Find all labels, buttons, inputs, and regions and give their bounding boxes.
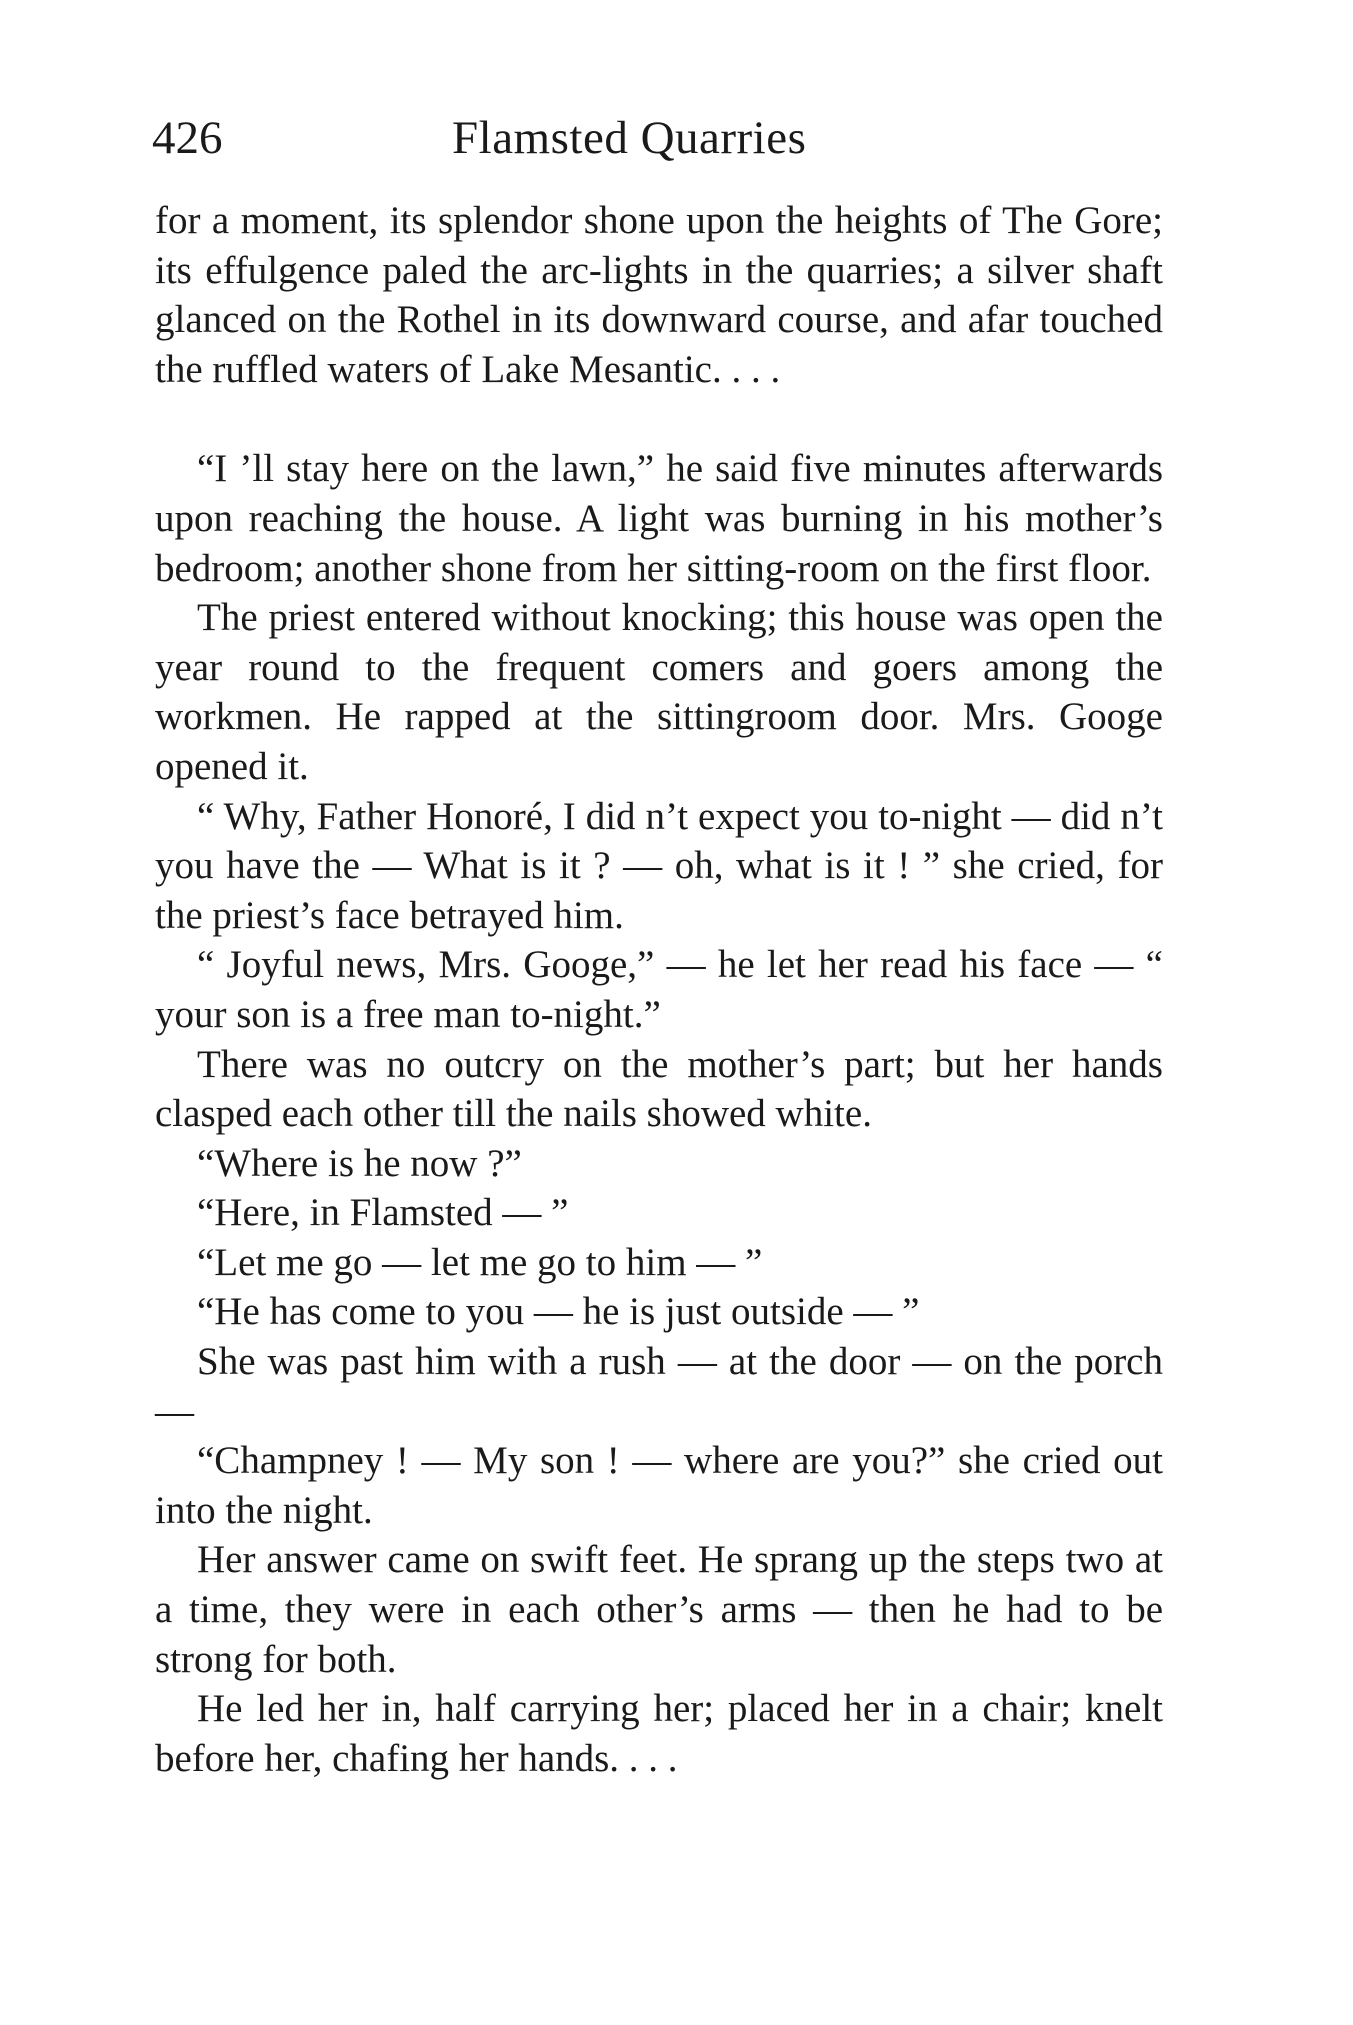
paragraph: “Let me go — let me go to him — ” <box>197 1240 763 1284</box>
paragraph: Her answer came on swift feet. He sprang up the steps two at a time, they were in each other’s arms — then he had to be strong for both. <box>155 1538 1163 1681</box>
body-text <box>155 196 1163 1783</box>
paragraph: for a moment, its splendor shone upon the heights of The Gore; its effulgence paled the arc-lights in the quarries; a silver shaft glanced on the Rothel in its downward course, and afar touched the ruffled waters of Lake Mesantic. . . . <box>155 199 1163 391</box>
paragraph: “He has come to you — he is just outside — ” <box>197 1290 920 1334</box>
paragraph: “Champney ! — My son ! — where are you?” she cried out into the night. <box>155 1439 1163 1532</box>
paragraph: The priest entered without knocking; this house was open the year round to the frequent comers and goers among the workmen. He rapped at the sittingroom door. Mrs. Googe opened it. <box>155 596 1163 788</box>
paragraph: “Here, in Flamsted — ” <box>197 1191 569 1235</box>
running-head <box>152 108 1162 168</box>
paragraph: “I ’ll stay here on the lawn,” he said five minutes afterwards upon reaching the house. A light was burning in his mother’s bedroom; another shone from her sitting-room on the first floor. <box>155 447 1163 590</box>
running-title: Flamsted Quarries <box>452 112 807 164</box>
page-number: 426 <box>152 112 223 164</box>
paragraph: There was no outcry on the mother’s part; but her hands clasped each other till the nails showed white. <box>155 1042 1163 1136</box>
paragraph: “ Joyful news, Mrs. Googe,” — he let her read his face — “ your son is a free man to-night.” <box>155 943 1163 1036</box>
paragraph: “ Why, Father Honoré, I did n’t expect you to-night — did n’t you have the — What is it ? — oh, what is it ! ” she cried, for the priest’s face betrayed him. <box>155 794 1163 937</box>
paragraph: He led her in, half carrying her; placed her in a chair; knelt before her, chafing her hands. . . . <box>155 1687 1163 1780</box>
paragraph: She was past him with a rush — at the door — on the porch — <box>155 1340 1163 1433</box>
paragraph: “Where is he now ?” <box>197 1141 522 1185</box>
